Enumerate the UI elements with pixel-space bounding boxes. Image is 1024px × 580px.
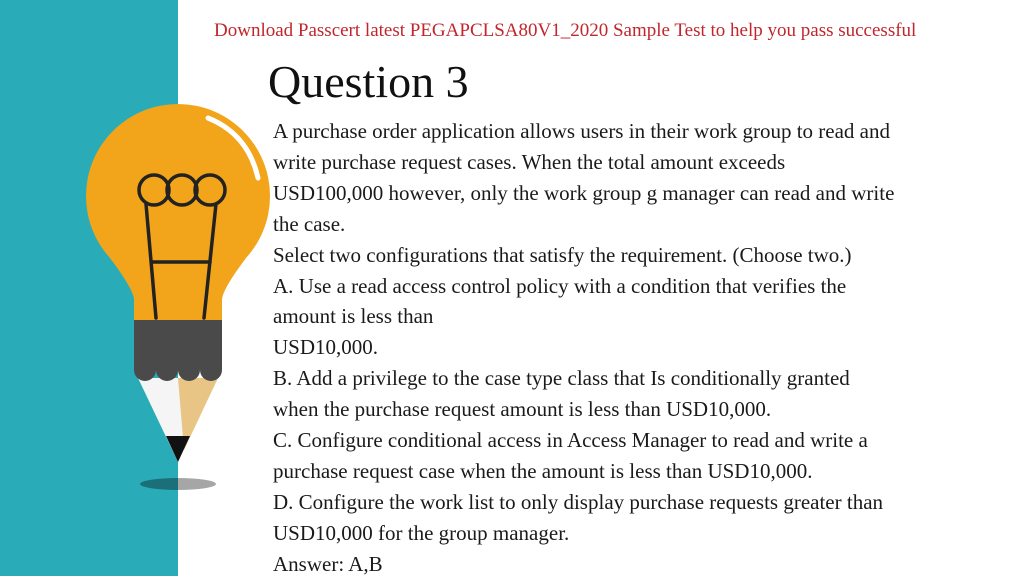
download-banner[interactable]: Download Passcert latest PEGAPCLSA80V1_2020 Sample Test to help you pass successful <box>214 20 917 41</box>
option-a-line: USD10,000. <box>273 335 379 360</box>
option-d-line: D. Configure the work list to only display purchase requests greater than <box>273 489 884 514</box>
text-line: USD100,000 however, only the work group g manager can read and write <box>273 180 895 205</box>
answer-line: Answer: A,B <box>273 551 383 576</box>
page-title: Question 3 <box>268 56 469 107</box>
text-line: write purchase request cases. When the total amount exceeds <box>273 149 786 174</box>
question-body <box>273 116 1013 580</box>
lightbulb-pencil-icon <box>0 0 300 576</box>
text-line: Select two configurations that satisfy the requirement. (Choose two.) <box>273 242 852 267</box>
text-line: the case. <box>273 211 346 236</box>
text-line: A purchase order application allows users in their work group to read and <box>273 119 890 143</box>
option-a-line: A. Use a read access control policy with a condition that verifies the <box>273 273 847 298</box>
option-d-line: USD10,000 for the group manager. <box>273 520 570 545</box>
option-c-line: purchase request case when the amount is less than USD10,000. <box>273 458 813 483</box>
option-b-line: when the purchase request amount is less than USD10,000. <box>273 397 772 422</box>
option-c-line: C. Configure conditional access in Access Manager to read and write a <box>273 428 868 453</box>
option-a-line: amount is less than <box>273 304 434 329</box>
option-b-line: B. Add a privilege to the case type class that Is conditionally granted <box>273 366 850 391</box>
